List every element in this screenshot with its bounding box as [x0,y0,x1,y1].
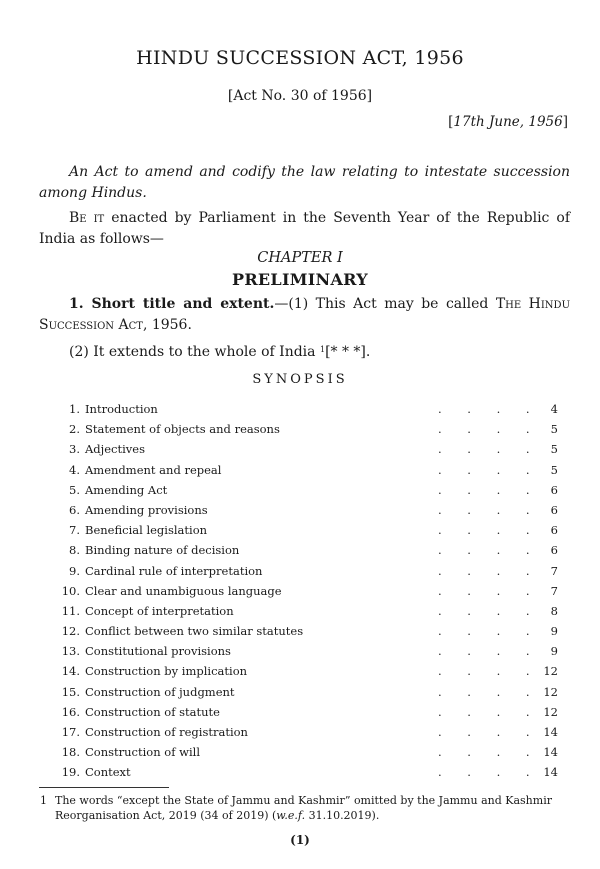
synopsis-title: SYNOPSIS [252,372,348,387]
footnote-main: The words “except the State of Jammu and Kashmir” omitted by the Jammu and Kashmir Reorganisation Act, 2019 (34 of 2019) ( [55,794,552,822]
synopsis-item-leader: . . . . [438,442,541,457]
synopsis-item-page: 6 [550,523,558,538]
synopsis-item-page: 12 [543,664,558,679]
synopsis-item-leader: . . . . [438,583,541,598]
synopsis-item-number: 10. [61,583,80,598]
synopsis-item-page: 6 [550,482,558,497]
synopsis-item-title: Conflict between two similar statutes [85,624,304,639]
page-number: (1) [290,833,310,847]
synopsis-item-number: 16. [61,704,80,719]
synopsis-item-page: 6 [550,502,558,517]
synopsis-item-page: 12 [543,684,558,699]
synopsis-item-leader: . . . . [438,402,541,416]
synopsis-item-leader: . . . . [438,745,541,760]
synopsis-item[interactable] [60,419,560,439]
footnote-text [55,794,552,822]
synopsis-item[interactable] [60,399,560,419]
synopsis-item-leader: . . . . [438,765,541,780]
section-1-clause-2 [39,339,570,363]
enacting-lead: Be it [69,210,105,226]
synopsis-item[interactable] [60,520,560,540]
synopsis-item-title: Construction of will [85,745,200,760]
synopsis-item-leader: . . . . [438,563,541,578]
synopsis-item-number: 15. [61,684,80,699]
synopsis-item-page: 8 [550,603,558,618]
synopsis-item-title: Binding nature of decision [85,543,240,558]
date-text: 17th June, 1956 [453,114,563,130]
synopsis-item-leader: . . . . [438,684,541,699]
synopsis-item-page: 14 [543,765,558,780]
synopsis-item[interactable] [60,762,560,782]
synopsis-item-title: Construction of judgment [85,684,235,699]
synopsis-item-leader: . . . . [438,664,541,679]
footnote [40,793,570,823]
synopsis-item-title: Cardinal rule of interpretation [85,563,263,578]
act-title: HINDU SUCCESSION ACT, 1956 [136,47,464,69]
enacting-formula [39,208,570,250]
synopsis-item-number: 11. [61,603,80,618]
synopsis-item[interactable] [60,621,560,641]
footnote-abbrev: w.e.f. [276,809,306,822]
synopsis-item[interactable] [60,661,560,681]
synopsis-item[interactable] [60,540,560,560]
synopsis-item-page: 12 [543,704,558,719]
synopsis-list [60,399,560,783]
section-1-clause-1-pre: —(1) This Act may be called [274,296,496,312]
synopsis-item-title: Beneficial legislation [85,523,208,538]
footnote-divider [39,787,169,788]
synopsis-item[interactable] [60,439,560,459]
synopsis-item-page: 4 [550,402,558,416]
synopsis-item-page: 7 [550,583,558,598]
synopsis-item-number: 12. [61,624,80,639]
synopsis-item-number: 4. [69,462,80,477]
synopsis-item-title: Amendment and repeal [85,462,222,477]
date-open-bracket: [ [448,114,454,130]
synopsis-item-page: 5 [550,442,558,457]
synopsis-item-title: Construction of registration [85,725,248,739]
synopsis-item-leader: . . . . [438,624,541,639]
synopsis-item-leader: . . . . [438,543,541,558]
synopsis-item-title: Amending Act [85,482,168,497]
synopsis-item-leader: . . . . [438,502,541,517]
act-number: [Act No. 30 of 1956] [227,88,373,104]
synopsis-item-number: 13. [61,644,80,659]
synopsis-item-title: Constitutional provisions [85,644,231,659]
synopsis-item-title: Adjectives [85,442,145,457]
chapter-number: CHAPTER I [257,250,343,266]
synopsis-item-title: Statement of objects and reasons [85,422,280,437]
section-1-heading: 1. Short title and extent. [69,296,275,312]
synopsis-item-leader: . . . . [438,523,541,538]
synopsis-item[interactable] [60,500,560,520]
synopsis-item-number: 3. [69,442,80,457]
synopsis-item-number: 14. [61,664,80,679]
clause-2-text: (2) It extends to the whole of India [69,344,320,360]
synopsis-item-title: Clear and unambiguous language [85,583,282,598]
synopsis-item-page: 7 [550,563,558,578]
date-close-bracket: ] [562,114,568,130]
synopsis-item-title: Introduction [85,402,158,416]
synopsis-item-page: 5 [550,422,558,437]
long-title: An Act to amend and codify the law relating to intestate succession among Hindus. [39,164,570,201]
footnote-reference[interactable]: 1 [319,345,326,354]
synopsis-item[interactable] [60,561,560,581]
synopsis-item-title: Construction of statute [85,704,220,719]
synopsis-item[interactable] [60,601,560,621]
synopsis-item[interactable] [60,641,560,661]
synopsis-item-title: Context [85,765,131,780]
synopsis-item-number: 7. [69,523,80,538]
synopsis-item-page: 9 [550,624,558,639]
synopsis-item[interactable] [60,742,560,762]
synopsis-item-number: 18. [61,745,80,760]
synopsis-item-title: Amending provisions [85,502,208,517]
act-date [448,114,568,130]
synopsis-item-leader: . . . . [438,725,541,739]
chapter-title: PRELIMINARY [231,270,369,289]
synopsis-item-title: Construction by implication [85,664,248,679]
synopsis-item-page: 14 [543,725,558,739]
synopsis-item-page: 6 [550,543,558,558]
synopsis-item-leader: . . . . [438,462,541,477]
synopsis-item[interactable] [60,702,560,722]
synopsis-item-number: 6. [69,502,80,517]
synopsis-item[interactable] [60,581,560,601]
synopsis-item-number: 5. [69,482,80,497]
synopsis-item-page: 5 [550,462,558,477]
footnote-end: 31.10.2019). [305,809,380,822]
synopsis-item-leader: . . . . [438,482,541,497]
synopsis-item-number: 9. [69,563,80,578]
synopsis-item-page: 14 [543,745,558,760]
synopsis-item-leader: . . . . [438,422,541,437]
synopsis-item[interactable] [60,722,560,742]
synopsis-item-number: 8. [69,543,80,558]
footnote-number: 1 [40,794,47,807]
synopsis-item-leader: . . . . [438,704,541,719]
enacting-text: enacted by Parliament in the Seventh Year of the Republic of India as follows— [39,210,570,247]
section-1-clause-1-post: , 1956. [142,317,192,333]
synopsis-item-number: 19. [61,765,80,780]
synopsis-item-title: Concept of interpretation [85,603,234,618]
section-1 [39,294,570,336]
synopsis-item-leader: . . . . [438,603,541,618]
act-short-title: The Hindu Succession Act [39,296,571,333]
synopsis-item[interactable] [60,480,560,500]
synopsis-item-number: 1. [69,402,80,416]
synopsis-item[interactable] [60,460,560,480]
synopsis-item[interactable] [60,682,560,702]
synopsis-item-number: 17. [61,725,80,739]
clause-2-omission: [* * *]. [325,344,371,360]
synopsis-item-page: 9 [550,644,558,659]
synopsis-item-leader: . . . . [438,644,541,659]
synopsis-item-number: 2. [69,422,80,437]
